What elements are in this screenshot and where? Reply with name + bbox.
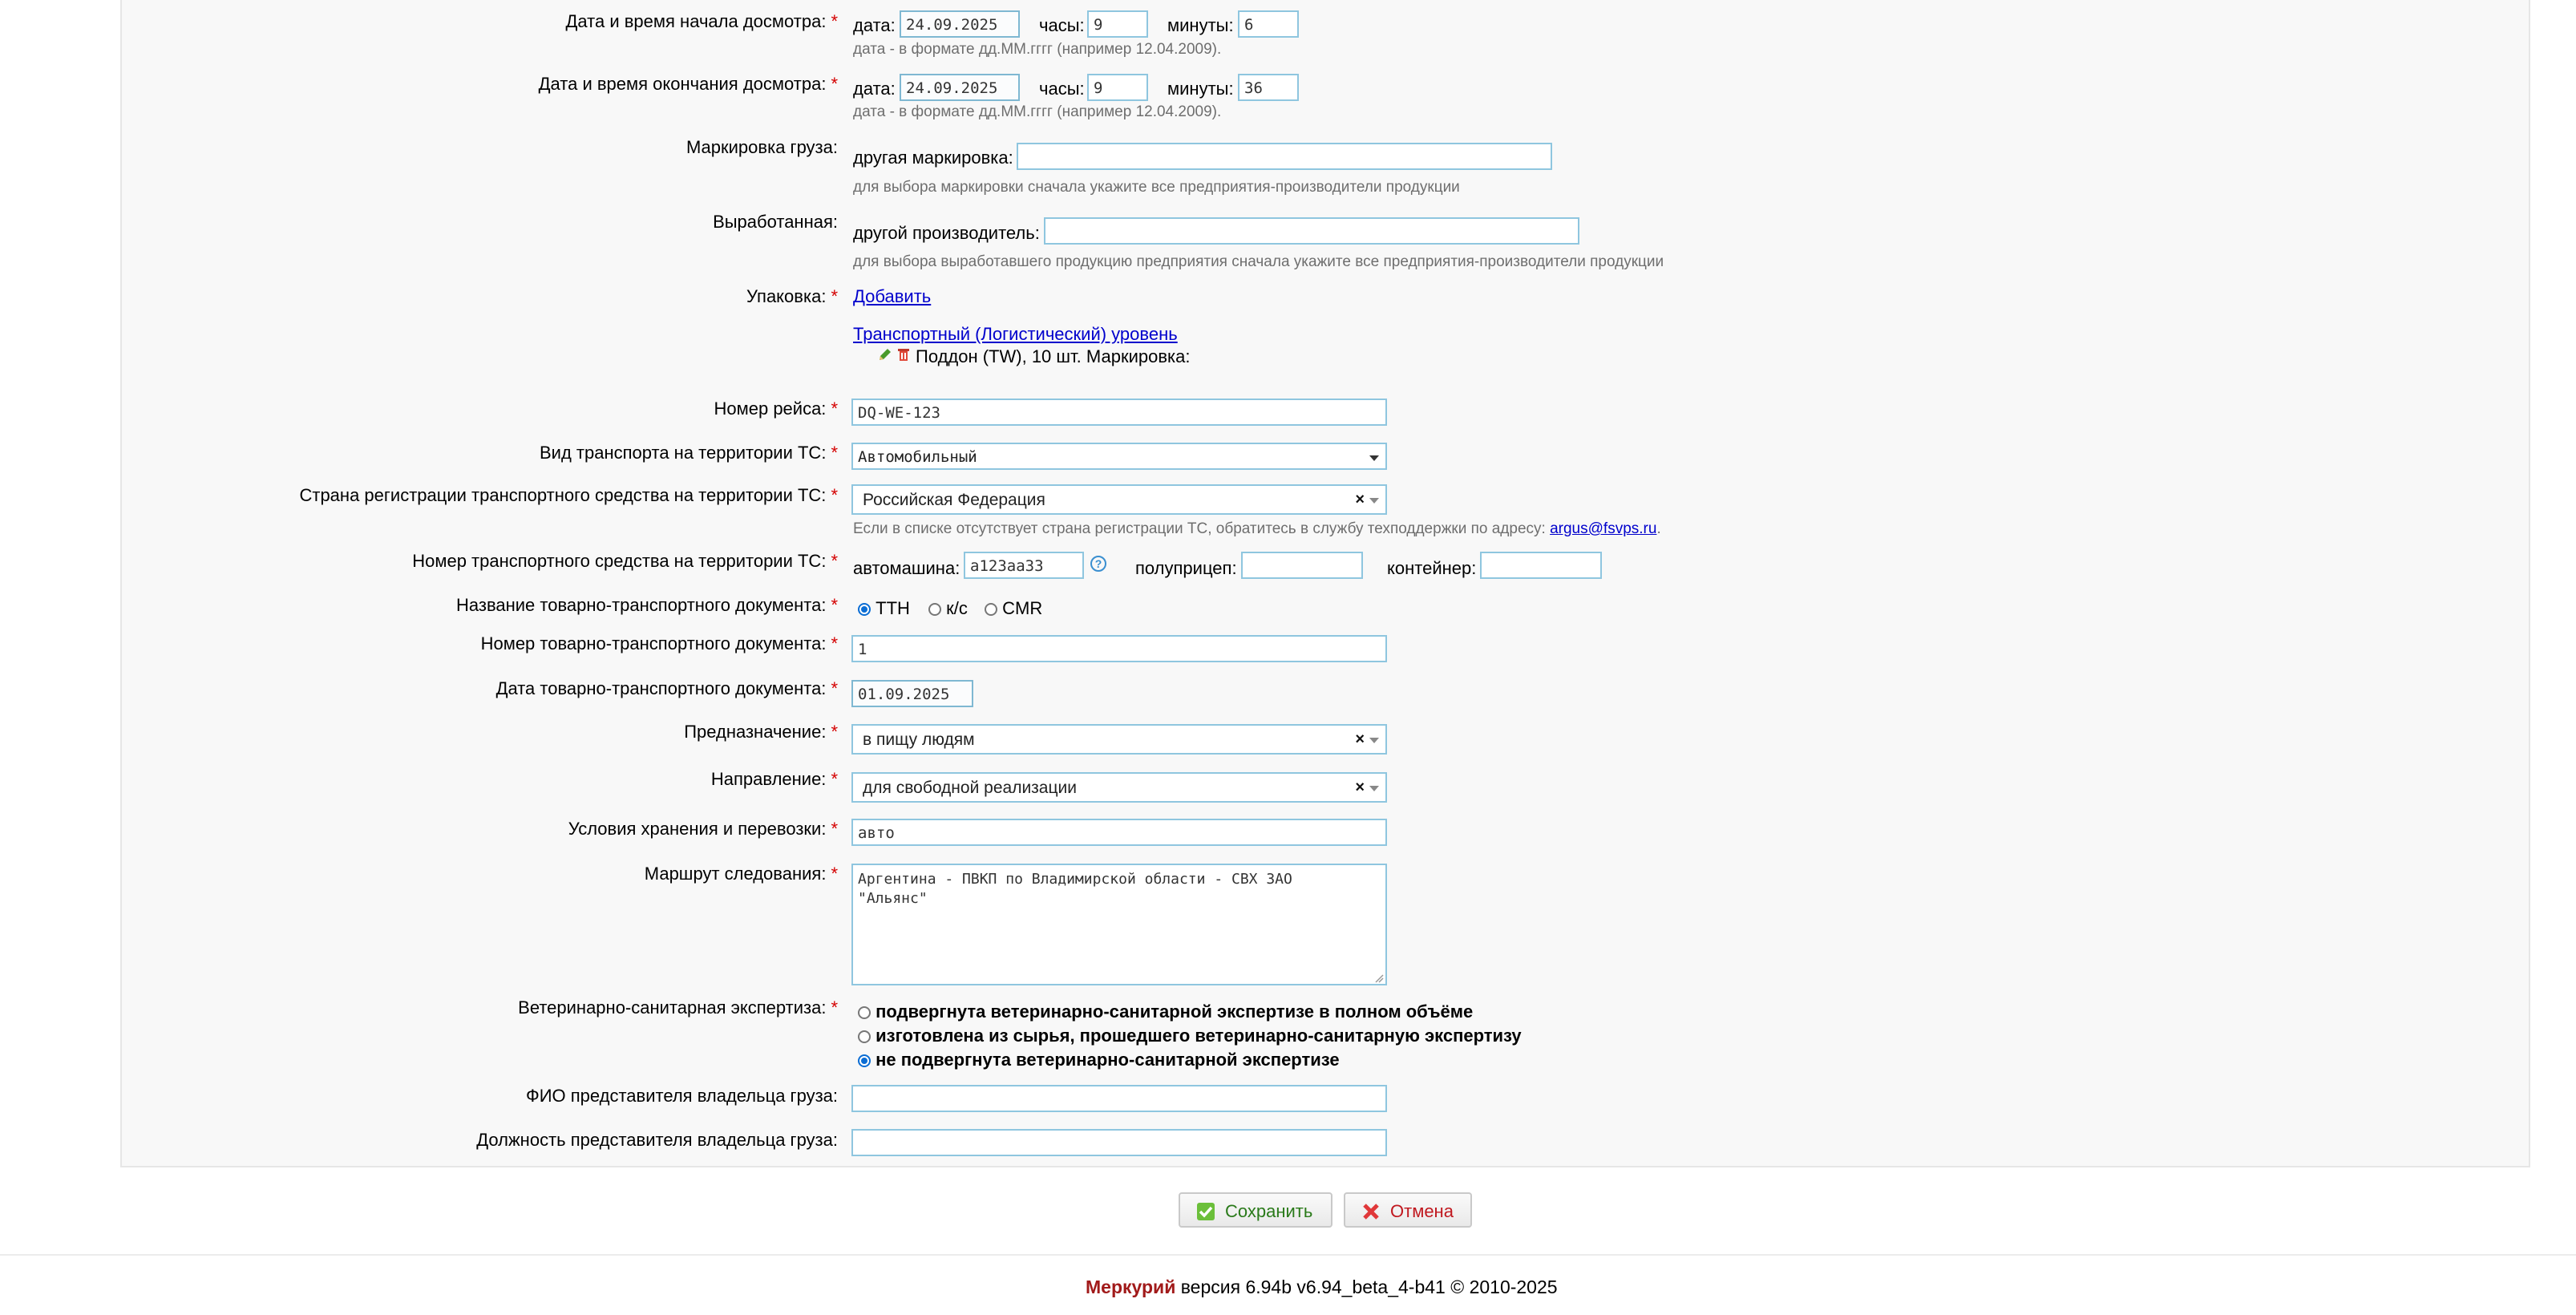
- radio-icon: [928, 603, 941, 616]
- doc-number-input[interactable]: 1: [851, 635, 1387, 662]
- purpose-label: Предназначение: *: [684, 722, 838, 742]
- chevron-down-icon: [1369, 738, 1379, 743]
- marking-hint: для выбора маркировки сначала укажите все предприятия-производители продукции: [853, 179, 1460, 196]
- vet-option-full[interactable]: подвергнута ветеринарно-санитарной экспертизе в полном объёме: [858, 1001, 1473, 1022]
- owner-position-label: Должность представителя владельца груза:: [476, 1130, 838, 1150]
- owner-name-input[interactable]: [851, 1085, 1387, 1112]
- resize-handle-icon[interactable]: [1374, 973, 1384, 987]
- country-hint: Если в списке отсутствует страна регистрации ТС, обратитесь в службу техподдержки по адресу: argus@fsvps.ru.: [853, 520, 1661, 537]
- country-select[interactable]: [851, 484, 1387, 515]
- cancel-button[interactable]: [1344, 1192, 1472, 1228]
- package-item: Поддон (TW), 10 шт. Маркировка:: [916, 346, 1191, 366]
- radio-icon: [858, 1030, 871, 1043]
- start-date-label: дата:: [853, 15, 896, 35]
- route-textarea[interactable]: Аргентина - ПВКП по Владимирской области - СВХ ЗАО "Альянс": [851, 864, 1387, 985]
- clear-icon[interactable]: ×: [1355, 491, 1365, 508]
- package-label: Упаковка: *: [746, 286, 838, 306]
- owner-name-label: ФИО представителя владельца груза:: [525, 1086, 838, 1106]
- trailer-label: полуприцеп:: [1135, 558, 1237, 578]
- transport-level-link[interactable]: Транспортный (Логистический) уровень: [853, 324, 1178, 344]
- end-date-label: дата:: [853, 79, 896, 99]
- start-minutes-input[interactable]: 6: [1238, 10, 1299, 38]
- vehicle-label: Номер транспортного средства на территории ТС: *: [412, 551, 838, 571]
- radio-icon: [858, 1054, 871, 1067]
- country-value: Российская Федерация: [863, 491, 1045, 509]
- end-date-hint: дата - в формате дд.ММ.гггг (например 12.04.2009).: [853, 103, 1222, 120]
- doc-name-option-cmr[interactable]: CMR: [985, 598, 1042, 619]
- route-label: Маршрут следования: *: [644, 864, 838, 884]
- transport-type-select[interactable]: [851, 443, 1387, 470]
- doc-number-label: Номер товарно-транспортного документа: *: [480, 633, 838, 653]
- direction-value: для свободной реализации: [863, 779, 1077, 797]
- container-input[interactable]: [1480, 552, 1602, 579]
- save-button[interactable]: [1179, 1192, 1332, 1228]
- support-email-link[interactable]: argus@fsvps.ru: [1550, 520, 1657, 537]
- end-datetime-label: Дата и время окончания досмотра: *: [538, 74, 838, 94]
- producer-hint: для выбора выработавшего продукцию предприятия сначала укажите все предприятия-производители продукции: [853, 253, 1664, 270]
- start-date-hint: дата - в формате дд.ММ.гггг (например 12.04.2009).: [853, 41, 1222, 58]
- chevron-down-icon: [1369, 786, 1379, 791]
- vet-option-raw[interactable]: изготовлена из сырья, прошедшего ветеринарно-санитарную экспертизу: [858, 1026, 1522, 1046]
- delete-trash-icon[interactable]: [896, 346, 911, 366]
- trip-number-input[interactable]: DQ-WE-123: [851, 399, 1387, 426]
- form-panel: [120, 0, 2530, 1167]
- clear-icon[interactable]: ×: [1355, 779, 1365, 796]
- doc-name-option-ttn[interactable]: ТТН: [858, 598, 910, 619]
- start-hours-input[interactable]: 9: [1087, 10, 1148, 38]
- car-number-input[interactable]: а123аа33: [964, 552, 1084, 579]
- checkmark-icon: [1196, 1202, 1215, 1221]
- marking-label: Маркировка груза:: [685, 137, 838, 157]
- cross-icon: [1361, 1202, 1381, 1221]
- doc-date-label: Дата товарно-транспортного документа: *: [495, 678, 838, 698]
- end-date-input[interactable]: 24.09.2025: [900, 74, 1020, 101]
- other-marking-input[interactable]: [1017, 143, 1552, 170]
- direction-select[interactable]: [851, 772, 1387, 803]
- doc-name-label: Название товарно-транспортного документа: *: [455, 595, 838, 615]
- start-minutes-label: минуты:: [1167, 15, 1234, 35]
- end-minutes-label: минуты:: [1167, 79, 1234, 99]
- storage-conditions-input[interactable]: авто: [851, 819, 1387, 846]
- cancel-button-label: Отмена: [1390, 1201, 1454, 1221]
- edit-pencil-icon[interactable]: [877, 346, 893, 366]
- end-minutes-input[interactable]: 36: [1238, 74, 1299, 101]
- producer-label: Выработанная:: [713, 212, 838, 232]
- radio-icon: [858, 603, 871, 616]
- other-producer-input[interactable]: [1044, 217, 1579, 245]
- purpose-select[interactable]: [851, 724, 1387, 755]
- start-hours-label: часы:: [1039, 15, 1085, 35]
- brand-name: Меркурий: [1086, 1277, 1176, 1297]
- end-hours-input[interactable]: 9: [1087, 74, 1148, 101]
- add-package-link[interactable]: Добавить: [853, 286, 932, 306]
- storage-label: Условия хранения и перевозки: *: [568, 819, 838, 839]
- version-text: версия 6.94b v6.94_beta_4-b41 © 2010-2025: [1180, 1277, 1558, 1297]
- chevron-down-icon: [1369, 455, 1379, 461]
- vet-option-none[interactable]: не подвергнута ветеринарно-санитарной экспертизе: [858, 1050, 1340, 1070]
- trailer-input[interactable]: [1241, 552, 1363, 579]
- trip-label: Номер рейса: *: [714, 399, 838, 419]
- container-label: контейнер:: [1387, 558, 1477, 578]
- end-hours-label: часы:: [1039, 79, 1085, 99]
- transport-type-label: Вид транспорта на территории ТС: *: [540, 443, 838, 463]
- save-button-label: Сохранить: [1225, 1201, 1313, 1221]
- footer: [1086, 1277, 1558, 1298]
- doc-date-input[interactable]: 01.09.2025: [851, 680, 973, 707]
- doc-name-option-ks[interactable]: к/с: [928, 598, 968, 619]
- chevron-down-icon: [1369, 498, 1379, 504]
- transport-type-value: Автомобильный: [858, 448, 977, 466]
- car-label: автомашина:: [853, 558, 960, 578]
- direction-label: Направление: *: [710, 769, 838, 789]
- radio-icon: [858, 1006, 871, 1019]
- vet-label: Ветеринарно-санитарная экспертиза: *: [518, 997, 838, 1018]
- purpose-value: в пищу людям: [863, 730, 975, 749]
- start-datetime-label: Дата и время начала досмотра: *: [565, 11, 838, 31]
- other-producer-label: другой производитель:: [853, 223, 1040, 243]
- footer-divider: [0, 1254, 2576, 1256]
- clear-icon[interactable]: ×: [1355, 730, 1365, 748]
- owner-position-input[interactable]: [851, 1129, 1387, 1156]
- start-date-input[interactable]: 24.09.2025: [900, 10, 1020, 38]
- help-icon[interactable]: ?: [1090, 556, 1106, 572]
- other-marking-label: другая маркировка:: [853, 148, 1013, 168]
- radio-icon: [985, 603, 997, 616]
- country-label: Страна регистрации транспортного средства на территории ТС: *: [299, 485, 838, 505]
